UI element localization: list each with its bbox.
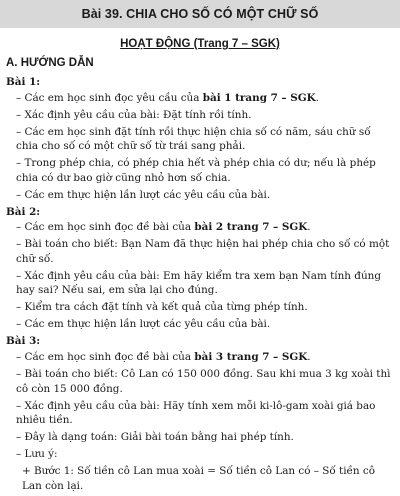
exercise-2-line-2: – Bài toán cho biết: Bạn Nam đã thực hiện hai phép chia cho số có một chữ số. — [16, 238, 390, 265]
exercise-3-line-1: – Các em học sinh đọc đề bài của bài 3 trang 7 – SGK. — [16, 351, 311, 363]
exercise-2-line-4: – Kiểm tra cách đặt tính và kết quả của từng phép tính. — [16, 301, 308, 314]
exercise-3-line-3: – Xác định yêu cầu của bài: Hãy tính xem mỗi ki-lô-gam xoài giá bao nhiêu tiền. — [16, 399, 376, 427]
exercise-2-line-1: – Các em học sinh đọc đề bài của bài 2 trang 7 – SGK. — [16, 221, 311, 234]
lesson-title: Bài 39. CHIA CHO SỐ CÓ MỘT CHỮ SỐ — [81, 7, 319, 21]
exercise-1-line-1: – Các em học sinh đọc yêu cầu của bài 1 trang 7 – SGK. — [16, 91, 319, 104]
exercise-3-line-4: – Đây là dạng toán: Giải bài toán bằng hai phép tính. — [16, 431, 294, 444]
exercise-2-label: Bài 2: — [6, 205, 41, 218]
exercise-1-label: Bài 1: — [6, 76, 41, 88]
exercise-1-line-4: – Trong phép chia, có phép chia hết và phép chia có dư; nếu là phép chia có dư bao giờ cũng nhỏ hơn số chia. — [16, 157, 376, 184]
activity-subtitle: HOẠT ĐỘNG (Trang 7 – SGK) — [120, 38, 280, 50]
exercise-1-line-5: – Các em thực hiện lần lượt các yêu cầu của bài. — [16, 188, 271, 201]
exercise-1-line-2: – Xác định yêu cầu của bài: Đặt tính rồi tính. — [16, 108, 252, 121]
title-bar — [0, 0, 400, 28]
exercise-3-line-5: – Lưu ý: — [16, 448, 58, 461]
exercise-3-line-2: – Bài toán cho biết: Cô Lan có 150 000 đồng. Sau khi mua 3 kg xoài thì cô còn 15 000 đồng. — [16, 367, 391, 395]
content-body — [6, 75, 394, 496]
exercise-2-line-3: – Xác định yêu cầu của bài: Em hãy kiểm tra xem bạn Nam tính đúng hay sai? Nếu sai, em sửa lại cho đúng. — [16, 269, 381, 297]
exercise-1-line-3: – Các em học sinh đặt tính rồi thực hiện chia số có năm, sáu chữ số chia cho số có một chữ số từ trái sang phải. — [16, 125, 371, 153]
exercise-3-label: Bài 3: — [6, 335, 41, 348]
exercise-2-line-5: – Các em thực hiện lần lượt các yêu cầu của bài. — [16, 318, 271, 331]
section-heading: A. HƯỚNG DẪN — [6, 57, 94, 69]
exercise-3-line-6: + Bước 1: Số tiền cô Lan mua xoài = Số tiền cô Lan có – Số tiền cô Lan còn lại. — [22, 465, 375, 492]
